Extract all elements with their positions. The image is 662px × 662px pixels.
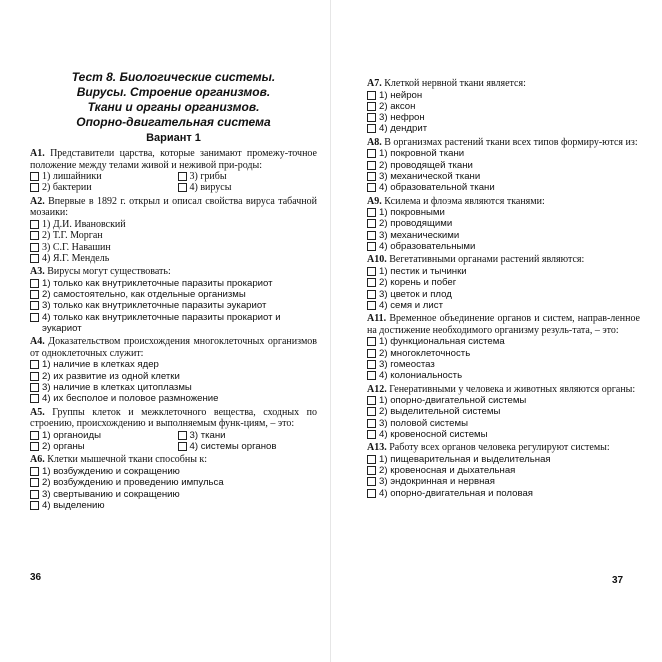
- answer-options: [30, 466, 317, 511]
- answer-option-label: 3) наличие в клетках цитоплазмы: [42, 382, 192, 394]
- right-page: [331, 0, 662, 662]
- answer-options: [367, 266, 640, 311]
- answer-checkbox[interactable]: [367, 278, 376, 287]
- answer-options: [367, 207, 640, 252]
- answer-option[interactable]: [367, 454, 640, 465]
- answer-checkbox[interactable]: [367, 113, 376, 122]
- answer-checkbox[interactable]: [367, 91, 376, 100]
- question-а3: [30, 266, 317, 334]
- question-number: А11.: [367, 313, 387, 325]
- answer-option[interactable]: [30, 278, 317, 289]
- variant-heading: Вариант 1: [146, 132, 201, 144]
- answer-option[interactable]: [367, 148, 640, 159]
- answer-checkbox[interactable]: [178, 442, 187, 451]
- answer-option-label: 2) проводящими: [379, 218, 453, 230]
- answer-option[interactable]: [30, 393, 317, 404]
- answer-option-label: 4) только как внутриклеточные паразиты прокариот и эукариот: [42, 311, 281, 334]
- answer-option[interactable]: [367, 171, 640, 182]
- question-а2: [30, 196, 317, 264]
- answer-checkbox[interactable]: [367, 477, 376, 486]
- answer-option-label: 1) Д.И. Ивановский: [42, 218, 126, 230]
- answer-options: [367, 336, 640, 381]
- answer-option[interactable]: [178, 171, 318, 182]
- question-prompt: В организмах растений ткани всех типов формиру-ются из:: [384, 136, 638, 148]
- answer-option-label: 3) грибы: [189, 171, 227, 183]
- answer-option[interactable]: [367, 406, 640, 417]
- answer-option-label: 2) проводящей ткани: [379, 159, 473, 171]
- answer-option[interactable]: [367, 429, 640, 440]
- answer-checkbox[interactable]: [367, 242, 376, 251]
- question-prompt: Вирусы могут существовать:: [47, 266, 171, 278]
- question-number: А2.: [30, 195, 45, 207]
- answer-option-label: 2) кровеносная и дыхательная: [379, 465, 516, 477]
- title-line: Тест 8. Биологические системы.: [71, 70, 276, 84]
- answer-checkbox[interactable]: [367, 301, 376, 310]
- test-title: [30, 70, 317, 130]
- answer-option-label: 1) пестик и тычинки: [379, 265, 467, 277]
- answer-checkbox[interactable]: [30, 442, 39, 451]
- answer-option-label: 4) колониальность: [379, 370, 463, 382]
- answer-checkbox[interactable]: [367, 161, 376, 170]
- answer-option-label: 4) вирусы: [189, 182, 232, 194]
- answer-checkbox[interactable]: [30, 360, 39, 369]
- answer-option-label: 2) их развитие из одной клетки: [42, 370, 180, 382]
- answer-checkbox[interactable]: [367, 337, 376, 346]
- answer-option[interactable]: [367, 465, 640, 476]
- answer-options: [30, 359, 317, 404]
- answer-checkbox[interactable]: [30, 383, 39, 392]
- question-number: А1.: [30, 148, 45, 159]
- answer-checkbox[interactable]: [30, 220, 39, 229]
- answer-checkbox[interactable]: [178, 431, 187, 440]
- question-number: А4.: [30, 336, 45, 348]
- answer-option-label: 2) корень и побег: [379, 277, 457, 289]
- question-number: А13.: [367, 442, 387, 454]
- answer-checkbox[interactable]: [30, 313, 39, 322]
- question-а5: [30, 407, 317, 453]
- answer-checkbox[interactable]: [30, 279, 39, 288]
- answer-option-label: 3) нефрон: [379, 112, 425, 124]
- answer-option[interactable]: [30, 477, 317, 488]
- answer-checkbox[interactable]: [30, 231, 39, 240]
- question-а7: [367, 78, 640, 135]
- answer-checkbox[interactable]: [30, 467, 39, 476]
- answer-option-label: 4) кровеносной системы: [379, 428, 488, 440]
- question-text: [367, 137, 640, 149]
- answer-option-label: 3) механическими: [379, 229, 460, 241]
- question-prompt: Временное объединение органов и систем, направ-ленное на достижение необходимого организму резуль-тата, – это:: [367, 313, 640, 336]
- answer-checkbox[interactable]: [367, 419, 376, 428]
- question-text: [367, 196, 640, 208]
- answer-option[interactable]: [178, 441, 318, 452]
- question-number: А7.: [367, 78, 382, 89]
- answer-checkbox[interactable]: [367, 183, 376, 192]
- answer-options: [367, 395, 640, 440]
- question-prompt: Представители царства, которые занимают промежу-точное положение между телами живой и неживой при-роды:: [30, 148, 317, 171]
- answer-option-label: 2) возбуждению и проведению импульса: [42, 477, 224, 489]
- answer-checkbox[interactable]: [30, 172, 39, 181]
- answer-option[interactable]: [30, 466, 317, 477]
- question-а1: [30, 148, 317, 194]
- question-list: [30, 148, 317, 511]
- answer-checkbox[interactable]: [367, 455, 376, 464]
- question-а10: [367, 254, 640, 311]
- question-number: А8.: [367, 136, 382, 148]
- answer-checkbox[interactable]: [30, 478, 39, 487]
- answer-checkbox[interactable]: [367, 360, 376, 369]
- answer-checkbox[interactable]: [367, 430, 376, 439]
- answer-checkbox[interactable]: [367, 231, 376, 240]
- answer-options: [30, 171, 317, 194]
- answer-checkbox[interactable]: [367, 290, 376, 299]
- answer-option-label: 1) функциональная система: [379, 336, 505, 348]
- answer-checkbox[interactable]: [367, 407, 376, 416]
- answer-checkbox[interactable]: [367, 396, 376, 405]
- answer-option[interactable]: [367, 488, 640, 499]
- title-line: Ткани и органы организмов.: [87, 100, 260, 114]
- answer-option-label: 4) системы органов: [189, 441, 277, 453]
- title-line: Вирусы. Строение организмов.: [76, 85, 271, 99]
- answer-option[interactable]: [30, 171, 170, 182]
- question-number: А10.: [367, 254, 387, 266]
- answer-checkbox[interactable]: [367, 124, 376, 133]
- answer-option[interactable]: [367, 123, 640, 134]
- answer-option[interactable]: [367, 182, 640, 193]
- answer-option[interactable]: [367, 160, 640, 171]
- question-prompt: Вегетативными органами растений являются:: [389, 254, 585, 266]
- answer-option-label: 2) органы: [42, 441, 85, 453]
- question-prompt: Генеративными у человека и животных являются органы:: [389, 383, 636, 395]
- question-text: [367, 442, 640, 454]
- answer-checkbox[interactable]: [367, 172, 376, 181]
- answer-option-label: 4) образовательными: [379, 241, 476, 253]
- answer-option-label: 1) органоиды: [42, 429, 101, 441]
- answer-option-label: 1) только как внутриклеточные паразиты прокариот: [42, 277, 273, 289]
- question-text: [30, 454, 317, 466]
- title-line: Опорно-двигательная система: [76, 115, 271, 129]
- question-number: А12.: [367, 383, 387, 395]
- answer-options: [30, 278, 317, 334]
- question-text: [367, 78, 640, 90]
- answer-option[interactable]: [30, 242, 317, 253]
- answer-option-label: 1) покровной ткани: [379, 148, 465, 160]
- answer-option-label: 2) самостоятельно, как отдельные организмы: [42, 289, 246, 301]
- page-number-right: 37: [612, 575, 624, 586]
- answer-option-label: 1) опорно-двигательной системы: [379, 395, 527, 407]
- answer-option-label: 1) возбуждению и сокращению: [42, 465, 180, 477]
- answer-option[interactable]: [367, 90, 640, 101]
- answer-checkbox[interactable]: [178, 183, 187, 192]
- answer-option[interactable]: [30, 430, 170, 441]
- answer-option[interactable]: [30, 230, 317, 241]
- question-number: А9.: [367, 195, 382, 207]
- answer-option-label: 3) свертыванию и сокращению: [42, 488, 180, 500]
- question-text: [367, 313, 640, 336]
- answer-option[interactable]: [367, 336, 640, 347]
- answer-option[interactable]: [367, 289, 640, 300]
- question-prompt: Клетки мышечной ткани способны к:: [47, 454, 208, 466]
- answer-option-label: 3) С.Г. Навашин: [42, 241, 111, 253]
- answer-options: [30, 219, 317, 264]
- question-number: А6.: [30, 454, 45, 466]
- answer-checkbox[interactable]: [30, 490, 39, 499]
- answer-option[interactable]: [367, 359, 640, 370]
- answer-checkbox[interactable]: [30, 290, 39, 299]
- question-text: [367, 384, 640, 396]
- answer-checkbox[interactable]: [30, 301, 39, 310]
- answer-option-label: 4) Я.Г. Мендель: [42, 252, 110, 264]
- answer-option-label: 4) выделению: [42, 499, 105, 511]
- answer-checkbox[interactable]: [178, 172, 187, 181]
- answer-checkbox[interactable]: [367, 149, 376, 158]
- answer-option[interactable]: [30, 300, 317, 311]
- answer-checkbox[interactable]: [30, 431, 39, 440]
- answer-checkbox[interactable]: [367, 208, 376, 217]
- question-prompt: Работу всех органов человека регулируют системы:: [389, 442, 610, 454]
- answer-option[interactable]: [178, 430, 318, 441]
- answer-option-label: 2) многоклеточность: [379, 347, 471, 359]
- answer-option[interactable]: [178, 182, 318, 193]
- answer-option-label: 3) цветок и плод: [379, 288, 452, 300]
- answer-option-label: 4) их бесполое и половое размножение: [42, 393, 219, 405]
- answer-option-label: 4) семя и лист: [379, 299, 443, 311]
- question-number: А5.: [30, 406, 45, 418]
- answer-option-label: 1) покровными: [379, 207, 445, 219]
- answer-option-label: 1) наличие в клетках ядер: [42, 359, 159, 371]
- answer-option-label: 2) выделительной системы: [379, 406, 501, 418]
- answer-option[interactable]: [30, 359, 317, 370]
- answer-option[interactable]: [30, 382, 317, 393]
- answer-option[interactable]: [367, 241, 640, 252]
- question-prompt: Ксилема и флоэма являются тканями:: [384, 195, 545, 207]
- question-prompt: Группы клеток и межклеточного вещества, сходных по строению, происхождению и выполняемым функ-циям, – это:: [30, 406, 317, 430]
- answer-option-label: 2) Т.Г. Морган: [42, 230, 103, 242]
- answer-option[interactable]: [367, 101, 640, 112]
- answer-checkbox[interactable]: [30, 183, 39, 192]
- question-text: [30, 196, 317, 219]
- question-text: [30, 266, 317, 278]
- answer-option[interactable]: [367, 370, 640, 381]
- answer-option-label: 1) пищеварительная и выделительная: [379, 453, 551, 465]
- answer-checkbox[interactable]: [367, 102, 376, 111]
- question-а8: [367, 137, 640, 194]
- answer-option[interactable]: [367, 218, 640, 229]
- answer-checkbox[interactable]: [30, 254, 39, 263]
- answer-option[interactable]: [367, 395, 640, 406]
- answer-option[interactable]: [367, 266, 640, 277]
- question-number: А3.: [30, 266, 45, 278]
- answer-checkbox[interactable]: [367, 219, 376, 228]
- answer-options: [367, 90, 640, 135]
- answer-checkbox[interactable]: [30, 394, 39, 403]
- question-text: [367, 254, 640, 266]
- answer-option[interactable]: [30, 312, 317, 335]
- answer-option[interactable]: [30, 289, 317, 300]
- answer-options: [367, 148, 640, 193]
- answer-checkbox[interactable]: [367, 371, 376, 380]
- answer-option-label: 1) лишайники: [42, 171, 102, 183]
- answer-option[interactable]: [367, 112, 640, 123]
- question-prompt: Клеткой нервной ткани является:: [384, 78, 526, 89]
- question-а13: [367, 442, 640, 499]
- question-list: [367, 78, 640, 499]
- answer-option[interactable]: [367, 476, 640, 487]
- answer-option[interactable]: [30, 182, 170, 193]
- answer-option[interactable]: [367, 207, 640, 218]
- answer-options: [30, 430, 317, 453]
- question-prompt: Впервые в 1892 г. открыл и описал свойства вируса табачной мозаики:: [30, 195, 318, 219]
- answer-option[interactable]: [367, 277, 640, 288]
- question-text: [30, 148, 317, 171]
- answer-option-label: 3) только как внутриклеточные паразиты эукариот: [42, 300, 267, 312]
- answer-option-label: 4) образовательной ткани: [379, 182, 495, 194]
- answer-option-label: 3) эндокринная и нервная: [379, 476, 495, 488]
- question-а9: [367, 196, 640, 253]
- answer-option[interactable]: [367, 230, 640, 241]
- question-а4: [30, 336, 317, 404]
- answer-option-label: 4) дендрит: [379, 123, 428, 135]
- answer-option-label: 3) половой системы: [379, 417, 468, 429]
- answer-options: [367, 454, 640, 499]
- question-а12: [367, 384, 640, 441]
- answer-option[interactable]: [367, 348, 640, 359]
- answer-checkbox[interactable]: [367, 466, 376, 475]
- answer-option-label: 3) ткани: [189, 429, 226, 441]
- answer-checkbox[interactable]: [367, 349, 376, 358]
- answer-option[interactable]: [367, 418, 640, 429]
- answer-option[interactable]: [30, 371, 317, 382]
- answer-checkbox[interactable]: [30, 501, 39, 510]
- answer-option[interactable]: [30, 489, 317, 500]
- answer-checkbox[interactable]: [30, 372, 39, 381]
- question-text: [30, 407, 317, 430]
- answer-checkbox[interactable]: [367, 489, 376, 498]
- question-а11: [367, 313, 640, 381]
- question-prompt: Доказательством происхождения многоклеточных организмов от одноклеточных служит:: [30, 336, 317, 359]
- answer-option[interactable]: [30, 441, 170, 452]
- answer-option-label: 3) механической ткани: [379, 170, 481, 182]
- answer-option[interactable]: [30, 500, 317, 511]
- page-number-left: 36: [30, 572, 42, 583]
- answer-checkbox[interactable]: [367, 267, 376, 276]
- answer-option[interactable]: [30, 253, 317, 264]
- answer-option-label: 4) опорно-двигательная и половая: [379, 487, 533, 499]
- answer-option-label: 2) бактерии: [42, 182, 92, 194]
- answer-checkbox[interactable]: [30, 243, 39, 252]
- answer-option[interactable]: [367, 300, 640, 311]
- question-а6: [30, 454, 317, 511]
- answer-option-label: 1) нейрон: [379, 89, 423, 101]
- answer-option[interactable]: [30, 219, 317, 230]
- answer-option-label: 3) гомеостаз: [379, 358, 435, 370]
- question-text: [30, 336, 317, 359]
- answer-option-label: 2) аксон: [379, 100, 416, 112]
